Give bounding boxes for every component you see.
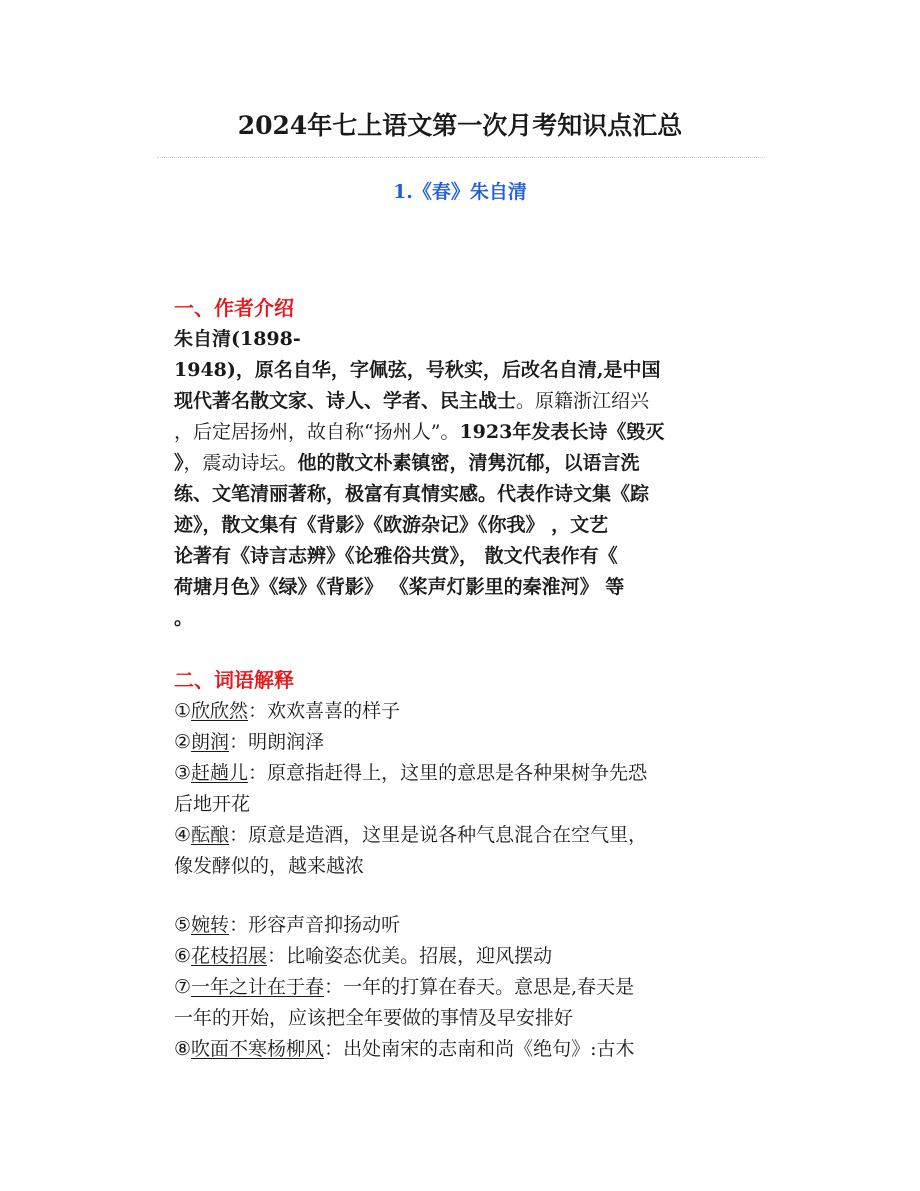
author-intro-text: 1948)，原名自华，字佩弦，号秋实，后改名自清,是中国 (174, 359, 661, 381)
vocab-item-number: ⑦ (174, 976, 192, 998)
vocab-item-number: ⑧ (174, 1038, 192, 1060)
vocab-term: 朗润 (191, 731, 230, 753)
section-heading-vocab: 二、词语解释 (174, 668, 294, 692)
vocab-item (174, 820, 750, 882)
author-intro-line (174, 479, 750, 510)
author-intro-line (174, 510, 750, 541)
vocab-definition-continued: 像发酵似的，越来越浓 (174, 855, 365, 877)
author-intro-line (174, 603, 750, 634)
vocab-item (174, 758, 750, 820)
title-divider (157, 157, 765, 158)
vocab-term: 花枝招展 (191, 945, 268, 967)
vocab-term: 赶趟儿 (191, 762, 249, 784)
vocab-item-line (174, 727, 750, 758)
vocab-item (174, 727, 750, 758)
vocab-item-line (174, 972, 750, 1003)
vocab-definition: ：一年的打算在春天。意思是,春天是 (324, 976, 635, 998)
vocab-item-line (174, 758, 750, 789)
vocab-definition: ：形容声音抑扬动听 (229, 914, 401, 936)
author-intro-text: 他的散文朴素镇密，清隽沉郁，以语言洗 (297, 452, 640, 474)
vocab-item (174, 1034, 750, 1065)
author-intro-text: 。原籍浙江绍兴 (516, 390, 650, 412)
vocab-item-number: ⑥ (174, 945, 192, 967)
vocab-term: 一年之计在于春 (191, 976, 325, 998)
section-heading-author: 一、作者介绍 (174, 296, 294, 320)
document-body (174, 293, 750, 1065)
section-gap (174, 634, 750, 665)
author-intro-text: ，后定居扬州，故自称“扬州人”。 (174, 421, 460, 443)
author-intro-line (174, 324, 750, 355)
page-title: 2024年七上语文第一次月考知识点汇总 (237, 111, 683, 140)
vocab-term: 欣欣然 (191, 700, 249, 722)
vocab-item (174, 941, 750, 972)
vocab-definition: ：比喻姿态优美。招展，迎风摆动 (267, 945, 553, 967)
vocab-list (174, 696, 750, 1065)
author-intro-text: 1923年发表长诗《毁灭 (459, 421, 665, 443)
vocab-item-line (174, 696, 750, 727)
vocab-item-line (174, 910, 750, 941)
list-gap (174, 882, 750, 910)
vocab-definition-continued: 一年的开始，应该把全年要做的事情及早安排好 (174, 1007, 574, 1029)
vocab-definition-continued: 后地开花 (174, 793, 251, 815)
vocab-definition: ：欢欢喜喜的样子 (248, 700, 401, 722)
vocab-term: 婉转 (191, 914, 230, 936)
author-intro-line (174, 355, 750, 386)
vocab-item (174, 910, 750, 941)
vocab-item-number: ④ (174, 824, 192, 846)
vocab-item-number: ② (174, 731, 192, 753)
vocab-definition: ：出处南宋的志南和尚《绝句》:古木 (324, 1038, 635, 1060)
author-intro-text: 迹》，散文集有《背影》《欧游杂记》《你我》 ，文艺 (174, 514, 609, 536)
author-intro-text: 论著有《诗言志辨》《论雅俗共赏》， 散文代表作有《 (174, 545, 618, 567)
author-intro-text: 朱自清(1898- (174, 328, 301, 350)
vocab-item (174, 972, 750, 1034)
author-intro-text: ，震动诗坛。 (183, 452, 298, 474)
vocab-definition: ：明朗润泽 (229, 731, 325, 753)
author-intro-line (174, 541, 750, 572)
vocab-item-number: ③ (174, 762, 192, 784)
vocab-item-line (174, 820, 750, 851)
author-intro-text: 。 (174, 607, 194, 629)
vocab-item-number: ⑤ (174, 914, 192, 936)
vocab-item (174, 696, 750, 727)
author-intro-line (174, 448, 750, 479)
author-intro-text: 现代著名散文家、诗人、学者、民主战士 (174, 390, 517, 412)
author-intro-paragraph (174, 324, 750, 634)
vocab-item-number: ① (174, 700, 192, 722)
author-intro-text: 》 (174, 452, 184, 474)
author-intro-text: 练、文笔清丽著称，极富有真情实感。代表作诗文集《踪 (174, 483, 650, 505)
lesson-subtitle: 1.《春》朱自清 (393, 181, 527, 203)
vocab-item-line (174, 1034, 750, 1065)
author-intro-text: 荷塘月色》《绿》《背影》 《桨声灯影里的秦淮河》 等 (174, 576, 625, 598)
author-intro-line (174, 572, 750, 603)
vocab-term: 吹面不寒杨柳风 (191, 1038, 325, 1060)
vocab-definition: ：原意是造酒，这里是说各种气息混合在空气里， (229, 824, 648, 846)
vocab-term: 酝酿 (191, 824, 230, 846)
author-intro-line (174, 386, 750, 417)
vocab-definition: ：原意指赶得上，这里的意思是各种果树争先恐 (248, 762, 648, 784)
vocab-item-line (174, 941, 750, 972)
author-intro-line (174, 417, 750, 448)
